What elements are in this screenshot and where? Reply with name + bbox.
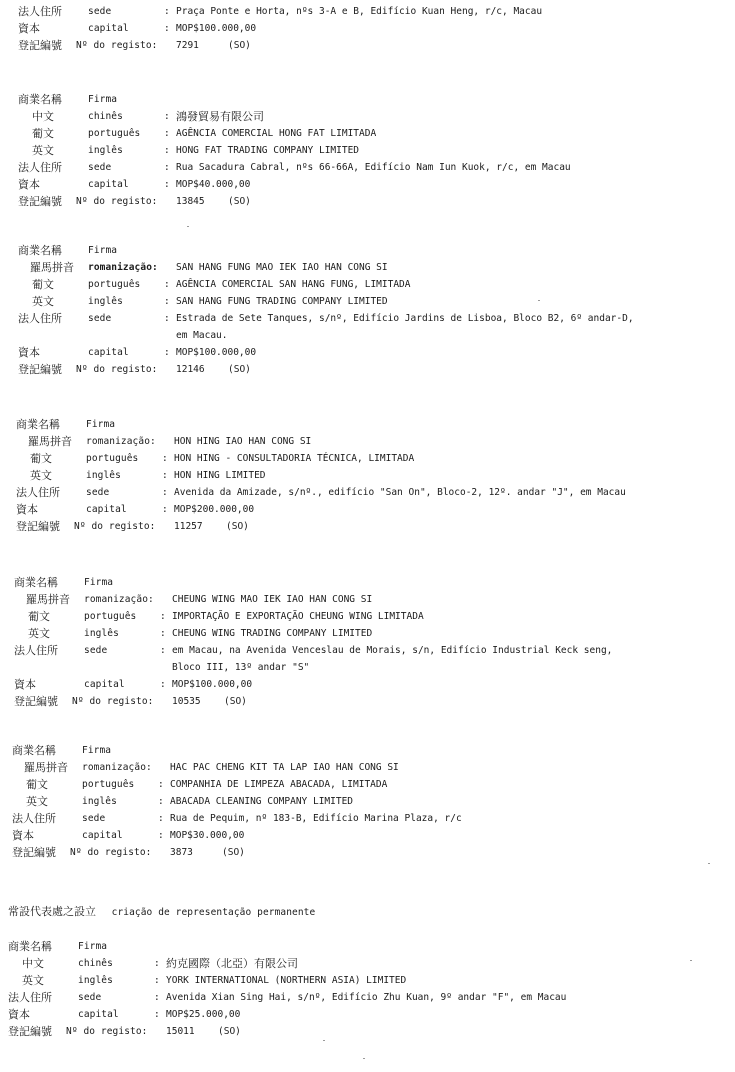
- field-label-pt: capital: [78, 1009, 119, 1020]
- field-value: 鴻發貿易有限公司: [176, 110, 264, 123]
- registration-number: 15011: [166, 1026, 195, 1037]
- field-value-continuation: Bloco III, 13º andar "S": [172, 662, 310, 673]
- firma-label-zh: 商業名稱: [18, 93, 62, 106]
- registration-number: 7291: [176, 40, 199, 51]
- field-value-continuation: em Macau.: [176, 330, 228, 341]
- scan-speck: [690, 960, 692, 961]
- field-colon: :: [164, 23, 170, 34]
- field-label-pt: capital: [86, 504, 127, 515]
- field-colon: :: [164, 162, 170, 173]
- registration-label-pt: Nº do registo:: [66, 1026, 148, 1037]
- registration-number: 12146: [176, 364, 205, 375]
- field-value: CHEUNG WING MAO IEK IAO HAN CONG SI: [172, 594, 373, 605]
- registration-label-zh: 登記編號: [18, 195, 62, 208]
- field-label-zh: 法人住所: [16, 486, 60, 499]
- field-label-pt: português: [88, 279, 141, 290]
- section-heading: [8, 900, 315, 919]
- field-colon: :: [160, 628, 166, 639]
- field-label-zh: 葡文: [32, 127, 54, 140]
- field-value: CHEUNG WING TRADING COMPANY LIMITED: [172, 628, 373, 639]
- scan-speck: [363, 1058, 365, 1059]
- field-label-pt: sede: [84, 645, 108, 656]
- registration-label-zh: 登記編號: [16, 520, 60, 533]
- field-label-pt: inglês: [82, 796, 117, 807]
- field-value: em Macau, na Avenida Venceslau de Morais, s/n, Edifício Industrial Keck seng,: [172, 645, 613, 656]
- field-value: MOP$100.000,00: [172, 679, 253, 690]
- field-label-zh: 英文: [22, 974, 44, 987]
- field-label-pt: inglês: [84, 628, 119, 639]
- field-colon: :: [164, 128, 170, 139]
- field-value: Praça Ponte e Horta, nºs 3-A e B, Edifício Kuan Heng, r/c, Macau: [176, 6, 543, 17]
- field-value: HON HING IAO HAN CONG SI: [174, 436, 312, 447]
- field-value: MOP$200.000,00: [174, 504, 255, 515]
- field-label-pt: português: [88, 128, 141, 139]
- registration-number: 3873: [170, 847, 193, 858]
- field-colon: :: [160, 645, 166, 656]
- field-label-zh: 葡文: [26, 778, 48, 791]
- firma-label-zh: 商業名稱: [12, 744, 56, 757]
- registration-tag: (SO): [228, 364, 251, 375]
- field-label-pt: sede: [82, 813, 106, 824]
- field-colon: :: [158, 813, 164, 824]
- field-label-pt: capital: [84, 679, 125, 690]
- field-label-zh: 葡文: [30, 452, 52, 465]
- field-label-zh: 羅馬拼音: [30, 261, 74, 274]
- field-label-zh: 法人住所: [14, 644, 58, 657]
- field-label-pt: inglês: [78, 975, 113, 986]
- field-value: ABACADA CLEANING COMPANY LIMITED: [170, 796, 354, 807]
- firma-label-pt: Firma: [82, 745, 112, 756]
- registration-label-zh: 登記編號: [18, 39, 62, 52]
- field-label-zh: 葡文: [32, 278, 54, 291]
- field-colon: :: [162, 487, 168, 498]
- field-colon: :: [154, 992, 160, 1003]
- registration-label-pt: Nº do registo:: [76, 364, 158, 375]
- registration-label-pt: Nº do registo:: [76, 196, 158, 207]
- field-label-zh: 英文: [32, 144, 54, 157]
- firma-label-pt: Firma: [88, 245, 118, 256]
- field-label-pt: capital: [88, 179, 129, 190]
- field-label-pt: chinês: [88, 111, 123, 122]
- firma-label-zh: 商業名稱: [8, 940, 52, 953]
- field-colon: :: [160, 611, 166, 622]
- field-label-pt: romanização:: [86, 436, 156, 447]
- registration-label-pt: Nº do registo:: [70, 847, 152, 858]
- field-colon: :: [162, 453, 168, 464]
- registration-label-pt: Nº do registo:: [72, 696, 154, 707]
- field-label-zh: 法人住所: [12, 812, 56, 825]
- firma-label-zh: 商業名稱: [14, 576, 58, 589]
- field-label-zh: 法人住所: [18, 5, 62, 18]
- registration-tag: (SO): [228, 196, 251, 207]
- field-label-pt: capital: [88, 347, 129, 358]
- field-label-pt: sede: [88, 6, 112, 17]
- registration-tag: (SO): [218, 1026, 241, 1037]
- field-value: MOP$25.000,00: [166, 1009, 241, 1020]
- firma-label-pt: Firma: [78, 941, 108, 952]
- field-colon: :: [164, 6, 170, 17]
- field-label-zh: 羅馬拼音: [28, 435, 72, 448]
- field-label-pt: chinês: [78, 958, 113, 969]
- field-colon: :: [164, 296, 170, 307]
- field-colon: :: [164, 279, 170, 290]
- registration-label-zh: 登記編號: [18, 363, 62, 376]
- field-label-pt: sede: [78, 992, 102, 1003]
- registration-tag: (SO): [226, 521, 249, 532]
- field-value: IMPORTAÇÃO E EXPORTAÇÃO CHEUNG WING LIMITADA: [172, 611, 424, 622]
- firma-label-pt: Firma: [88, 94, 118, 105]
- field-value: HAC PAC CHENG KIT TA LAP IAO HAN CONG SI: [170, 762, 399, 773]
- registration-label-zh: 登記編號: [14, 695, 58, 708]
- field-value: Estrada de Sete Tanques, s/nº, Edifício Jardins de Lisboa, Bloco B2, 6º andar-D,: [176, 313, 634, 324]
- scan-speck: [187, 226, 189, 227]
- field-colon: :: [158, 779, 164, 790]
- field-label-zh: 資本: [16, 503, 38, 516]
- firma-label-pt: Firma: [86, 419, 116, 430]
- scan-speck: [538, 300, 540, 301]
- field-value: AGÊNCIA COMERCIAL HONG FAT LIMITADA: [176, 128, 377, 139]
- registration-label-zh: 登記編號: [8, 1025, 52, 1038]
- field-label-pt: português: [82, 779, 135, 790]
- field-colon: :: [164, 179, 170, 190]
- field-colon: :: [154, 975, 160, 986]
- section-heading-zh: 常設代表處之設立: [8, 905, 96, 918]
- field-colon: :: [164, 111, 170, 122]
- field-colon: :: [164, 313, 170, 324]
- registration-tag: (SO): [222, 847, 245, 858]
- registration-number: 11257: [174, 521, 203, 532]
- field-label-zh: 羅馬拼音: [26, 593, 70, 606]
- field-label-pt: sede: [88, 313, 112, 324]
- field-label-pt: capital: [82, 830, 123, 841]
- scan-speck: [708, 863, 710, 864]
- field-value: COMPANHIA DE LIMPEZA ABACADA, LIMITADA: [170, 779, 388, 790]
- field-label-pt: romanização:: [88, 262, 158, 273]
- field-value: 約克國際（北亞）有限公司: [166, 957, 298, 970]
- field-label-pt: capital: [88, 23, 129, 34]
- field-value: SAN HANG FUNG TRADING COMPANY LIMITED: [176, 296, 388, 307]
- field-colon: :: [154, 958, 160, 969]
- field-colon: :: [158, 796, 164, 807]
- field-label-pt: romanização:: [84, 594, 154, 605]
- field-label-zh: 資本: [18, 346, 40, 359]
- field-value: MOP$40.000,00: [176, 179, 251, 190]
- registration-label-pt: Nº do registo:: [76, 40, 158, 51]
- field-value: Rua Sacadura Cabral, nºs 66-66A, Edifício Nam Iun Kuok, r/c, em Macau: [176, 162, 571, 173]
- field-label-zh: 英文: [30, 469, 52, 482]
- registration-number: 10535: [172, 696, 201, 707]
- field-label-pt: inglês: [86, 470, 121, 481]
- field-label-pt: inglês: [88, 145, 123, 156]
- registration-number: 13845: [176, 196, 205, 207]
- field-colon: :: [164, 347, 170, 358]
- registration-tag: (SO): [224, 696, 247, 707]
- field-value: SAN HANG FUNG MAO IEK IAO HAN CONG SI: [176, 262, 388, 273]
- registration-tag: (SO): [228, 40, 251, 51]
- field-colon: :: [160, 679, 166, 690]
- field-colon: :: [162, 504, 168, 515]
- field-label-zh: 英文: [26, 795, 48, 808]
- field-value: MOP$100.000,00: [176, 347, 257, 358]
- field-value: HON HING LIMITED: [174, 470, 266, 481]
- firma-label-zh: 商業名稱: [18, 244, 62, 257]
- field-value: Avenida Xian Sing Hai, s/nº, Edifício Zhu Kuan, 9º andar "F", em Macau: [166, 992, 567, 1003]
- field-value: YORK INTERNATIONAL (NORTHERN ASIA) LIMITED: [166, 975, 407, 986]
- field-label-zh: 法人住所: [18, 312, 62, 325]
- firma-label-zh: 商業名稱: [16, 418, 60, 431]
- field-label-zh: 資本: [8, 1008, 30, 1021]
- field-value: Avenida da Amizade, s/nº., edifício "San On", Bloco-2, 12º. andar "J", em Macau: [174, 487, 626, 498]
- field-label-zh: 資本: [18, 22, 40, 35]
- field-label-pt: romanização:: [82, 762, 152, 773]
- field-label-zh: 資本: [18, 178, 40, 191]
- registration-label-zh: 登記編號: [12, 846, 56, 859]
- field-label-zh: 英文: [32, 295, 54, 308]
- field-label-zh: 葡文: [28, 610, 50, 623]
- field-colon: :: [164, 145, 170, 156]
- field-label-zh: 中文: [32, 110, 54, 123]
- field-colon: :: [154, 1009, 160, 1020]
- field-colon: :: [158, 830, 164, 841]
- field-label-zh: 英文: [28, 627, 50, 640]
- field-value: AGÊNCIA COMERCIAL SAN HANG FUNG, LIMITADA: [176, 279, 411, 290]
- field-value: HON HING - CONSULTADORIA TÉCNICA, LIMITADA: [174, 453, 415, 464]
- section-heading-pt: criação de representação permanente: [111, 907, 316, 918]
- field-label-pt: sede: [86, 487, 110, 498]
- field-label-pt: sede: [88, 162, 112, 173]
- scan-speck: [323, 1040, 325, 1041]
- field-label-pt: português: [84, 611, 137, 622]
- field-label-zh: 法人住所: [8, 991, 52, 1004]
- field-label-pt: português: [86, 453, 139, 464]
- field-label-zh: 中文: [22, 957, 44, 970]
- field-colon: :: [162, 470, 168, 481]
- field-label-zh: 資本: [14, 678, 36, 691]
- field-label-pt: inglês: [88, 296, 123, 307]
- field-label-zh: 法人住所: [18, 161, 62, 174]
- field-label-zh: 資本: [12, 829, 34, 842]
- field-value: MOP$30.000,00: [170, 830, 245, 841]
- field-label-zh: 羅馬拼音: [24, 761, 68, 774]
- field-value: Rua de Pequim, nº 183-B, Edifício Marina Plaza, r/c: [170, 813, 462, 824]
- field-value: MOP$100.000,00: [176, 23, 257, 34]
- registration-label-pt: Nº do registo:: [74, 521, 156, 532]
- firma-label-pt: Firma: [84, 577, 114, 588]
- field-value: HONG FAT TRADING COMPANY LIMITED: [176, 145, 360, 156]
